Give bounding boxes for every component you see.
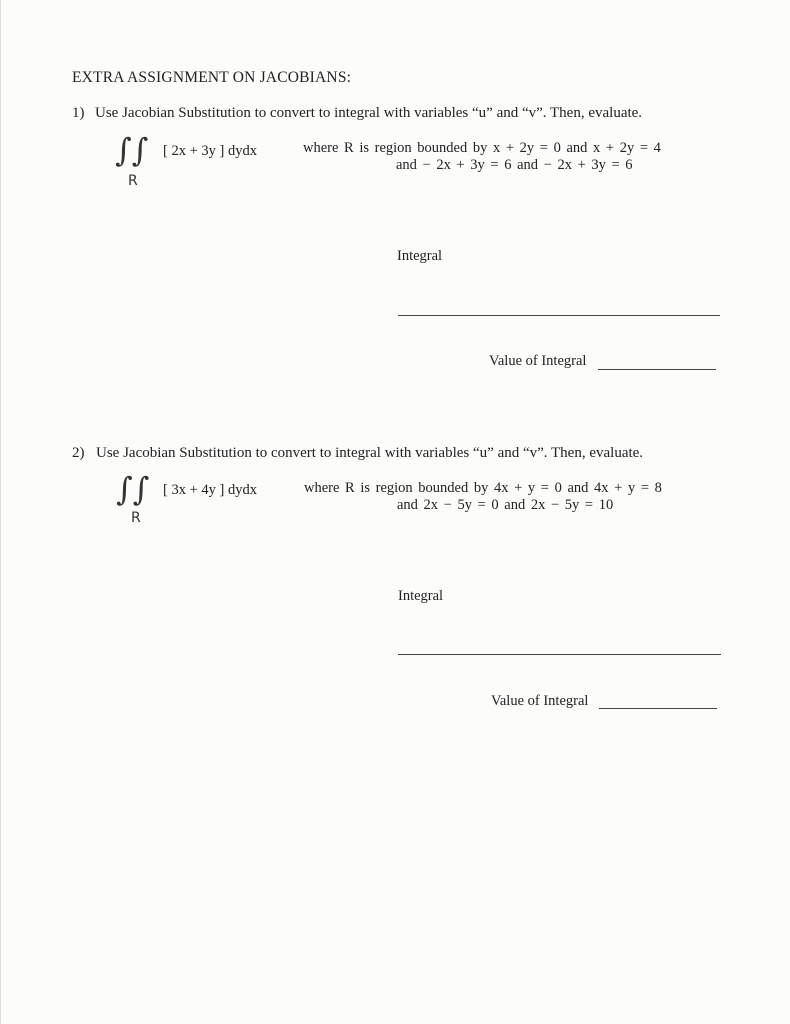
- problem-1-region-condition-line1: where R is region bounded by x + 2y = 0 and x + 2y = 4: [303, 140, 661, 156]
- problem-2-integral-label: Integral: [398, 588, 444, 604]
- problem-2-region-condition-line1: where R is region bounded by 4x + y = 0 and 4x + y = 8: [304, 480, 662, 496]
- region-label: R: [131, 510, 141, 526]
- problem-2-integrand: [ 3x + 4y ] dydx: [163, 482, 257, 498]
- problem-1-integral-answer-line: [398, 315, 720, 316]
- problem-1-instruction: Use Jacobian Substitution to convert to integral with variables “u” and “v”. Then, evaluate.: [95, 105, 643, 121]
- problem-1-number: 1): [72, 105, 85, 121]
- worksheet-title: EXTRA ASSIGNMENT ON JACOBIANS:: [72, 69, 352, 86]
- problem-1-region-condition-line2: and − 2x + 3y = 6 and − 2x + 3y = 6: [396, 157, 633, 173]
- problem-1-integrand: [ 2x + 3y ] dydx: [163, 143, 257, 159]
- problem-1-value-label: Value of Integral: [489, 353, 587, 369]
- double-integral-symbol: ∫∫: [115, 131, 149, 169]
- double-integral-symbol: ∫∫: [116, 470, 150, 508]
- problem-1-value-answer-line: [598, 369, 716, 370]
- problem-2-integral-answer-line: [398, 654, 721, 655]
- problem-2-number: 2): [72, 445, 85, 461]
- problem-1-integral-label: Integral: [397, 248, 443, 264]
- region-label: R: [128, 173, 138, 189]
- problem-2-region-condition-line2: and 2x − 5y = 0 and 2x − 5y = 10: [397, 497, 614, 513]
- problem-2-instruction: Use Jacobian Substitution to convert to integral with variables “u” and “v”. Then, evaluate.: [96, 445, 644, 461]
- problem-2-value-answer-line: [599, 708, 717, 709]
- problem-2-value-label: Value of Integral: [491, 693, 589, 709]
